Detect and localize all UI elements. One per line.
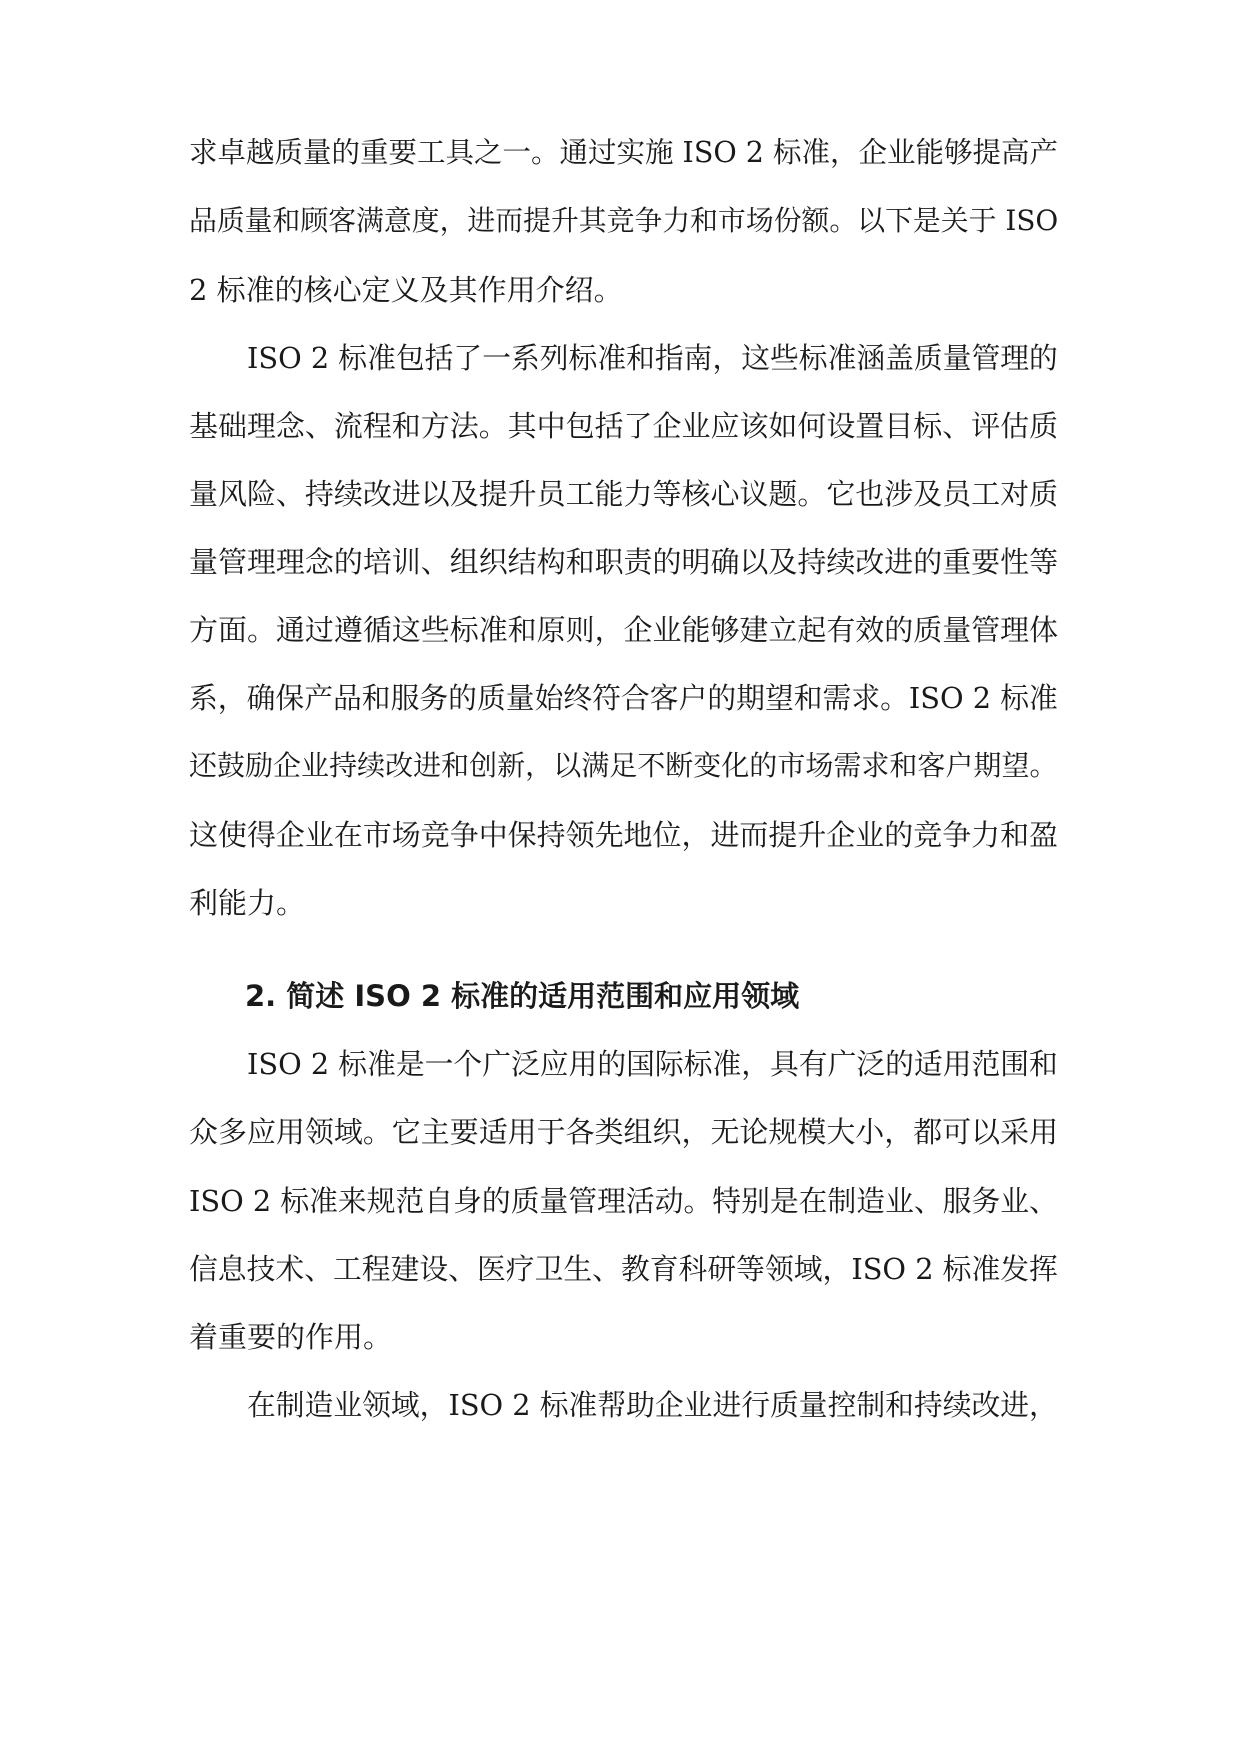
paragraph-1-line-1: 求卓越质量的重要工具之一。通过实施 ISO 2 标准，企业能够提高产 (189, 136, 1058, 169)
paragraph-2-line-3: 量风险、持续改进以及提升员工能力等核心议题。它也涉及员工对质 (189, 477, 1059, 511)
paragraph-2-line-1: ISO 2 标准包括了一系列标准和指南，这些标准涵盖质量管理的 (247, 341, 1058, 375)
paragraph-2-line-7: 还鼓励企业持续改进和创新，以满足不断变化的市场需求和客户期望。 (189, 749, 1058, 782)
section-paragraph-2-line-1: 在制造业领域，ISO 2 标准帮助企业进行质量控制和持续改进， (247, 1388, 1058, 1422)
paragraph-2-line-2: 基础理念、流程和方法。其中包括了企业应该如何设置目标、评估质 (189, 409, 1059, 443)
section-heading: 2. 简述 ISO 2 标准的适用范围和应用领域 (245, 979, 800, 1013)
paragraph-1-line-2: 品质量和顾客满意度，进而提升其竞争力和市场份额。以下是关于 ISO (189, 204, 1059, 237)
section-paragraph-1-line-3: ISO 2 标准来规范自身的质量管理活动。特别是在制造业、服务业、 (189, 1184, 1058, 1218)
section-paragraph-1-line-5: 着重要的作用。 (189, 1320, 393, 1354)
paragraph-2-line-4: 量管理理念的培训、组织结构和职责的明确以及持续改进的重要性等 (189, 545, 1059, 579)
paragraph-2-line-8: 这使得企业在市场竞争中保持领先地位，进而提升企业的竞争力和盈 (189, 818, 1059, 852)
section-paragraph-1-line-4: 信息技术、工程建设、医疗卫生、教育科研等领域，ISO 2 标准发挥 (189, 1252, 1058, 1286)
paragraph-2-line-5: 方面。通过遵循这些标准和原则，企业能够建立起有效的质量管理体 (189, 613, 1059, 647)
paragraph-2-line-9: 利能力。 (189, 886, 306, 920)
paragraph-1-line-3: 2 标准的核心定义及其作用介绍。 (189, 273, 623, 307)
paragraph-2-line-6: 系，确保产品和服务的质量始终符合客户的期望和需求。ISO 2 标准 (189, 681, 1058, 715)
section-paragraph-1-line-2: 众多应用领域。它主要适用于各类组织，无论规模大小，都可以采用 (189, 1115, 1059, 1149)
section-paragraph-1-line-1: ISO 2 标准是一个广泛应用的国际标准，具有广泛的适用范围和 (247, 1047, 1058, 1081)
